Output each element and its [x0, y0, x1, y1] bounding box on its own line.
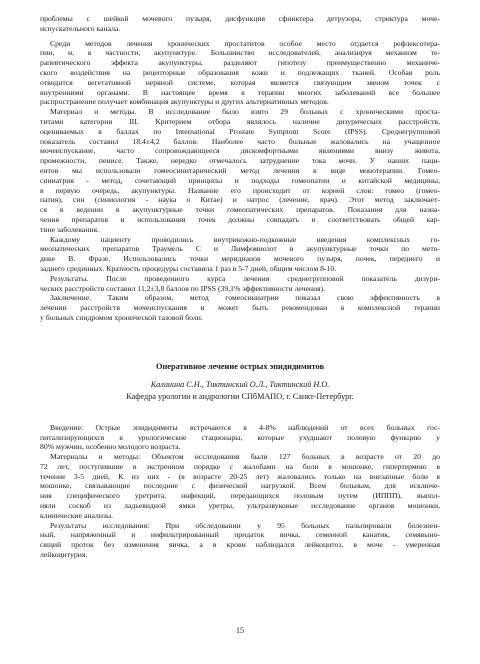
text-line: синиатрия - метод, сочетающий принципы и подходы гомеопатии и китайской медицины, [40, 175, 440, 185]
paragraph-s1-p2 [40, 107, 440, 234]
text-line: Результаты. После проведенного курса лечения среднегрупповой показатель дизури- [50, 273, 440, 283]
text-line: рапевтического эффекта акупунктуры, разделяют гипотезу преимущественно механиче- [40, 58, 440, 68]
text-line: Заключение. Таким образом, метод гомеосиниатрии показал свою эффективность в [50, 293, 440, 303]
text-line: внутренними органами. В настоящее время в терапии многих заболеваний все большее [40, 87, 440, 97]
article-title: Оперативное лечение острых эпидидимитов [155, 361, 325, 371]
text-line: сящий проток без изменения яичка, а в крови наблюдался лейкоцитоз, в моче - умеренная [40, 540, 440, 550]
text-line: ный, напряженный и инфильтрированный придаток яичка, семенной канатик, семявыно- [40, 530, 440, 540]
text-line: питализирующихся в урологические стационары, которые ухудшают половую функцию у [40, 432, 440, 442]
page-number: 15 [236, 626, 244, 635]
text-line: ческих расстройств составил 11,2±3,8 баллов по IPSS (39,1% эффективности лечения). [40, 283, 326, 293]
text-line: Среди методов лечения хронических простатитов особое место отдается рефлексотера- [50, 38, 440, 48]
text-line: распространение получает комбинация акупунктуры и других альтернативных методов. [40, 97, 329, 107]
text-line: патия), син (синиология - наука о Китае) и натрос (лечение, врач). Этот метод заключает- [40, 195, 440, 205]
text-line: лейкоцитурия. [40, 550, 88, 560]
text-line: оцениваемых в баллах по International Prostate Symptom Score (IPSS). Среднегрупповой [40, 126, 440, 136]
paragraph-a2-p1 [40, 423, 440, 452]
text-line: тине заболевания. [40, 224, 99, 234]
paragraph-s1-p0 [40, 14, 440, 34]
text-line: ся в ведении в акупунктурные точки гомеопатических препаратов. Показания для назна- [40, 205, 440, 215]
paragraph-s1-p1 [40, 39, 440, 108]
text-line: чения препаратов и использования точек должны совпадать и соответствовать общей кар- [40, 214, 440, 224]
text-line: проблемы с шейкой мочевого пузыря, дисфункция сфинктера детрузора, стриктура моче- [40, 14, 440, 23]
text-line: лечении расстройств мочеиспускания и может быть рекомендован в комплексной терапии [40, 303, 440, 313]
text-line: течение 3-5 дней, К из них - (в возрасте 20-25 лет) жаловались только на внезапные боли в [40, 471, 440, 481]
text-line: 72 лет, поступившие в экстренном порядке с жалобами на боли в мошонке, гипертермию в [40, 461, 440, 471]
paragraph-a2-p2 [40, 452, 440, 521]
text-line: испускательного канала. [40, 23, 121, 33]
text-line: 80% мужчин, особенно молодого возраста. [40, 442, 181, 452]
text-line: отводится вегетативной нервной системе, которая является связующим звеном точек с [40, 77, 440, 87]
paragraph-s1-p3 [40, 235, 440, 274]
text-line: Результаты исследования: При обследовании у 95 больных пальпировали болезнен- [50, 520, 440, 530]
text-line: ентов мы использовали гомеосинитарический метод лечения в виде монотерапии. Гомео- [40, 165, 440, 175]
text-line: Материал и методы. В исследование было взято 29 больных с хроническими проста- [50, 107, 440, 117]
paragraph-s1-p5 [40, 293, 440, 322]
text-line: пии, и, в частности, акупунктуре. Большинство исследователей, анализируя механизм те- [40, 48, 440, 58]
article-authors: Калинина С.Н., Тиктинский О.Л., Тиктинский Н.О. [150, 379, 330, 389]
paragraph-a2-p3 [40, 521, 440, 560]
text-line: промежности, пенисе. Также, нередко отмечалось затруднение тока мочи. У наших паци- [40, 156, 440, 166]
text-line: у больных синдромом хронической тазовой боли. [40, 312, 203, 322]
text-line: в первую очередь, акупунктуры. Название его происходит от корней слов: гомео (гомео- [40, 185, 440, 195]
text-line: титами категории III. Критерием отбора являлось наличие дизурических расстройств, [40, 116, 440, 126]
paragraph-s1-p4 [40, 274, 440, 294]
text-line: ния специфического уретрита, инфекций, передающихся половым путем (ИППП), выпол- [40, 491, 440, 501]
text-line: дике В. Фразе. Использовались точки меридианов мочевого пузыря, почек, переднего и [40, 254, 440, 264]
article-affiliation: Кафедра урологии и андрологии СПбМАПО, г. Санкт-Петербург. [126, 391, 354, 401]
text-line: мошонке, связывающие последние с физической нагрузкой. Всем больным, для исключе- [40, 481, 440, 491]
text-line: Материалы и методы: Объектом исследования были 127 больных в возрасте от 20 до [50, 452, 440, 462]
text-line: мочеиспускание, часто сопровождающееся дискомфортными явлениями внизу живота, [40, 146, 440, 156]
text-line: няли соскоб из ладьевидной ямки уретры, ультразвуковые исследование органов мошонки, [40, 501, 440, 511]
text-line: Каждому пациенту проводились внутрикожно-подкожные введения комплексных го- [50, 234, 440, 244]
text-line: меопатических препаратов Траумель С и Лимфомиозот в акупунктурные точки по мето- [40, 244, 440, 254]
text-line: показатель составил 18,4±4,2 баллов. Наиболее часто больные жаловались на учащенное [40, 136, 440, 146]
text-line: заднего срединных. Кратность процедуры составила 1 раз в 5-7 дней, общим числом 8-10. [40, 263, 337, 273]
text-line: клинические анализы. [40, 510, 114, 520]
text-line: ского воздействия на рецепторные образования кожи и подлежащих тканей. Особая роль [40, 67, 440, 77]
text-line: Введение: Острые эпидидимиты встречаются в 4-8% наблюдений от всех больных гос- [50, 422, 440, 432]
